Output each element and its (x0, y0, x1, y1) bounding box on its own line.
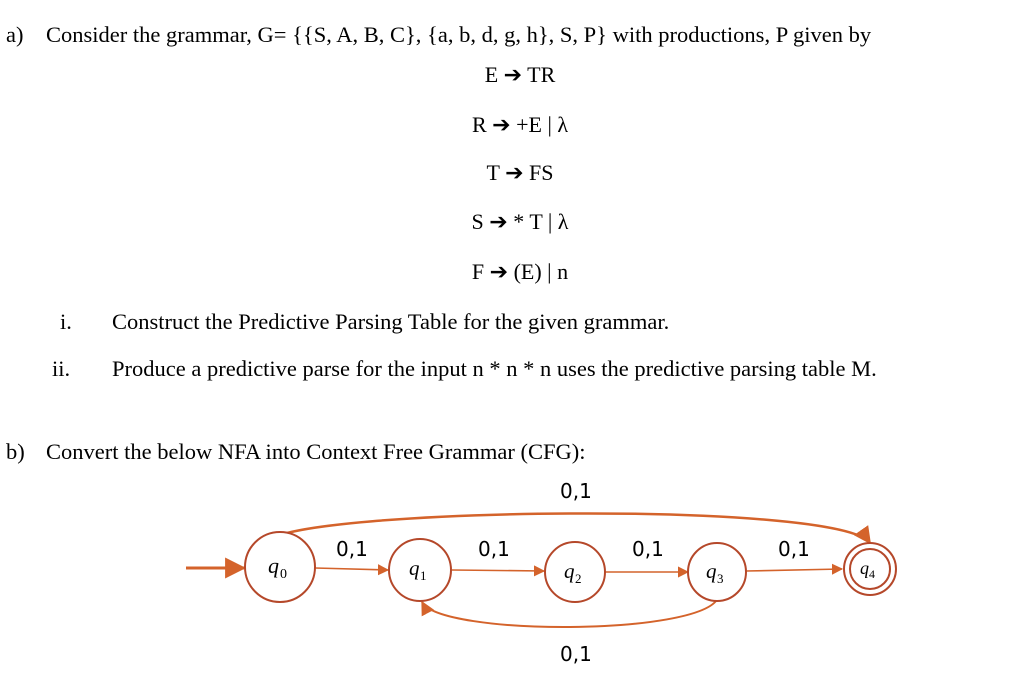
svg-text:2: 2 (575, 571, 582, 586)
label-q0-q1: 0,1 (336, 537, 368, 561)
svg-text:q: q (706, 559, 717, 583)
svg-text:q: q (564, 559, 575, 583)
production-3: T ➔ FS (486, 160, 554, 185)
svg-text:1: 1 (420, 568, 427, 583)
svg-text:q: q (860, 558, 869, 578)
label-q0-q4: 0,1 (560, 479, 592, 503)
svg-text:4: 4 (869, 567, 875, 581)
question-b-marker: b) (6, 439, 25, 464)
edge-q1-q2 (452, 570, 544, 571)
subquestion-i-marker: i. (60, 309, 72, 334)
production-4: S ➔ * T | λ (471, 209, 569, 234)
state-q2 (545, 542, 605, 602)
svg-text:q: q (268, 553, 279, 578)
state-q0 (245, 532, 315, 602)
production-2: R ➔ +E | λ (471, 112, 569, 137)
edge-q3-q4 (746, 569, 842, 571)
label-q3-q1: 0,1 (560, 642, 592, 666)
question-a-marker: a) (6, 22, 24, 47)
question-a-statement: Consider the grammar, G= {{S, A, B, C}, {a, b, d, g, h}, S, P} with productions, P given by (46, 22, 872, 47)
question-b-statement: Convert the below NFA into Context Free Grammar (CFG): (46, 439, 586, 464)
label-q1-q2: 0,1 (478, 537, 510, 561)
subquestion-i-text: Construct the Predictive Parsing Table for the given grammar. (112, 309, 670, 334)
production-1: E ➔ TR (484, 62, 556, 87)
label-q3-q4: 0,1 (778, 537, 810, 561)
svg-text:3: 3 (717, 571, 724, 586)
state-q3 (688, 543, 746, 601)
edge-q0-q1 (315, 568, 388, 570)
subquestion-ii-marker: ii. (52, 356, 71, 381)
svg-text:q: q (409, 556, 420, 580)
svg-text:0: 0 (280, 567, 287, 582)
production-5: F ➔ (E) | n (471, 259, 569, 284)
state-q1 (389, 539, 451, 601)
state-q4 (844, 543, 896, 595)
subquestion-ii-text: Produce a predictive parse for the input n * n * n uses the predictive parsing table M. (112, 356, 877, 381)
label-q2-q3: 0,1 (632, 537, 664, 561)
